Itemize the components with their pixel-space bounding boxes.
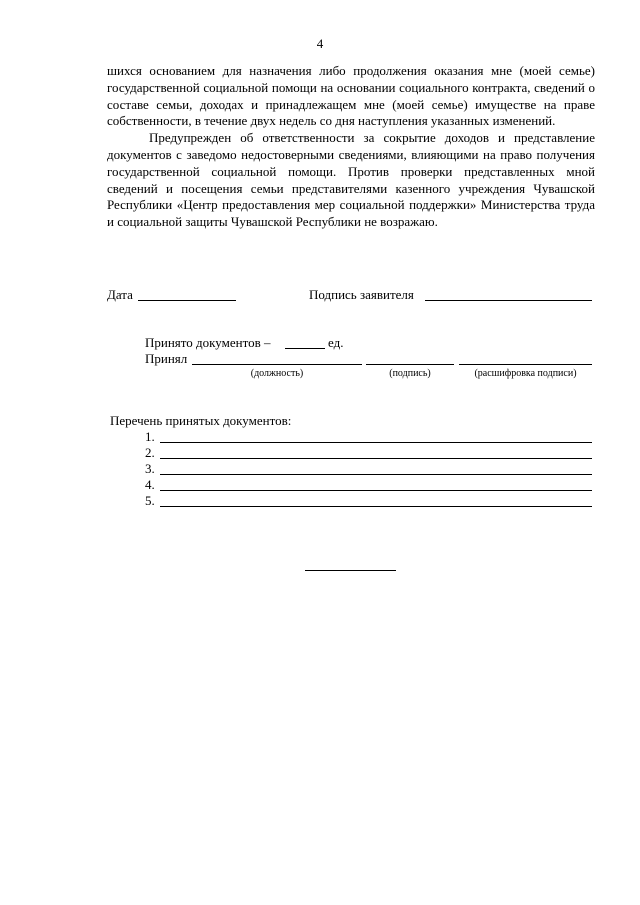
position-caption: (должность) (250, 368, 304, 379)
official-signature-field[interactable] (366, 364, 454, 365)
list-item-number: 5. (145, 493, 155, 508)
list-item-number: 1. (145, 429, 155, 444)
document-line-3[interactable] (160, 474, 592, 475)
accepted-by-label: Принял (145, 351, 188, 366)
signature-caption: (подпись) (389, 368, 431, 379)
accepted-docs-count-field[interactable] (285, 348, 325, 349)
list-item-number: 3. (145, 461, 155, 476)
decoding-caption: (расшифровка подписи) (474, 368, 577, 379)
document-line-1[interactable] (160, 442, 592, 443)
document-line-5[interactable] (160, 506, 592, 507)
position-field[interactable] (192, 364, 362, 365)
date-label: Дата (107, 287, 133, 302)
documents-list-title: Перечень принятых документов: (110, 413, 292, 428)
applicant-signature-field[interactable] (425, 300, 592, 301)
units-label: ед. (328, 335, 344, 350)
document-line-2[interactable] (160, 458, 592, 459)
date-field[interactable] (138, 300, 236, 301)
signature-decoding-field[interactable] (459, 364, 592, 365)
paragraph-warning: Предупрежден об ответственности за сокрытие доходов и представление документов с заведомо недостоверными сведениями, влияющими на право получения государственной социальной помощи. Против проверки представленных мной сведений и посещения семьи представителями казенного учреждения Чувашской Республики «Центр предоставления мер социальной поддержки» Министерства труда и социальной защиты Чувашской Республики не возражаю. (107, 130, 595, 230)
body-text (107, 63, 595, 231)
applicant-signature-label: Подпись заявителя (309, 287, 414, 302)
closing-separator-line (305, 570, 396, 571)
document-line-4[interactable] (160, 490, 592, 491)
list-item-number: 2. (145, 445, 155, 460)
accepted-docs-label: Принято документов – (145, 335, 271, 350)
page-number: 4 (316, 36, 324, 51)
list-item-number: 4. (145, 477, 155, 492)
paragraph-continuation: шихся основанием для назначения либо продолжения оказания мне (моей семье) государственной социальной помощи на основании социального контракта, сведений о составе семьи, доходах и принадлежащем мне (моей семье) имуществе на праве собственности, в течение двух недель со дня наступления указанных изменений. (107, 63, 595, 129)
